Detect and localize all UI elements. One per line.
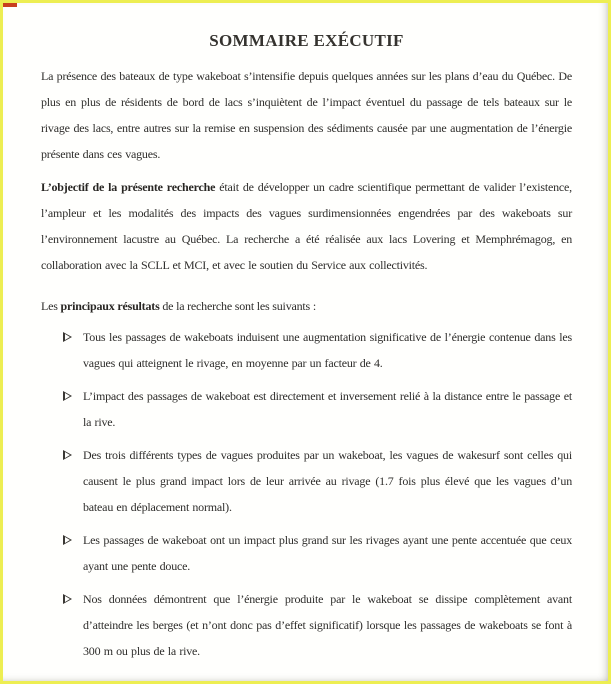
bullet-arrow-icon (63, 450, 72, 460)
list-item (63, 442, 572, 520)
list-item (63, 586, 572, 664)
bullet-arrow-icon (63, 391, 72, 401)
list-item-text: Tous les passages de wakeboats induisent une augmentation significative de l’énergie contenue dans les vagues qui atteignent le rivage, en moyenne par un facteur de 4. (83, 330, 572, 370)
results-intro-post: de la recherche sont les suivants : (159, 299, 316, 313)
list-item-text: Des trois différents types de vagues produites par un wakeboat, les vagues de wakesurf sont celles qui causent le plus grand impact lors de leur arrivée au rivage (1.7 fois plus élevé que les vagues d’un bateau en déplacement normal). (83, 448, 572, 514)
intro-paragraph: La présence des bateaux de type wakeboat s’intensifie depuis quelques années sur les plans d’eau du Québec. De plus en plus de résidents de bord de lacs s’inquiètent de l’impact éventuel du passage de tels bateaux sur le rivage des lacs, entre autres sur la remise en suspension des sédiments causée par une augmentation de l’énergie présente dans ces vagues. (41, 69, 572, 161)
results-list (63, 324, 572, 664)
objective-paragraph (41, 174, 572, 278)
objective-lead-bold: L’objectif de la présente recherche (41, 180, 216, 194)
bullet-arrow-icon (63, 594, 72, 604)
objective-paragraph-text: était de développer un cadre scientifique permettant de valider l’existence, l’ampleur et les modalités des impacts des vagues surdimensionnées engendrées par des wakeboats sur l’environnement lacustre au Québec. La recherche a été réalisée aux lacs Lovering et Memphrémagog, en collaboration avec la SCLL et MCI, et avec le soutien du Service aux collectivités. (41, 180, 572, 272)
results-intro-bold: principaux résultats (60, 299, 160, 313)
document-content (3, 3, 608, 664)
results-intro (41, 293, 572, 319)
bullet-arrow-icon (63, 535, 72, 545)
page-title: SOMMAIRE EXÉCUTIF (209, 31, 404, 50)
list-item-text: Les passages de wakeboat ont un impact plus grand sur les rivages ayant une pente accentuée que ceux ayant une pente douce. (83, 533, 572, 573)
scan-corner-artifact (3, 3, 17, 7)
list-item-text: Nos données démontrent que l’énergie produite par le wakeboat se dissipe complètement avant d’atteindre les berges (et n’ont donc pas d’effet significatif) lorsque les passages de wakeboats se font à 300 m ou plus de la rive. (83, 592, 572, 658)
list-item-text: L’impact des passages de wakeboat est directement et inversement relié à la distance entre le passage et la rive. (83, 389, 572, 429)
list-item (63, 383, 572, 435)
bullet-arrow-icon (63, 332, 72, 342)
results-intro-pre: Les (41, 299, 61, 313)
list-item (63, 324, 572, 376)
list-item (63, 527, 572, 579)
